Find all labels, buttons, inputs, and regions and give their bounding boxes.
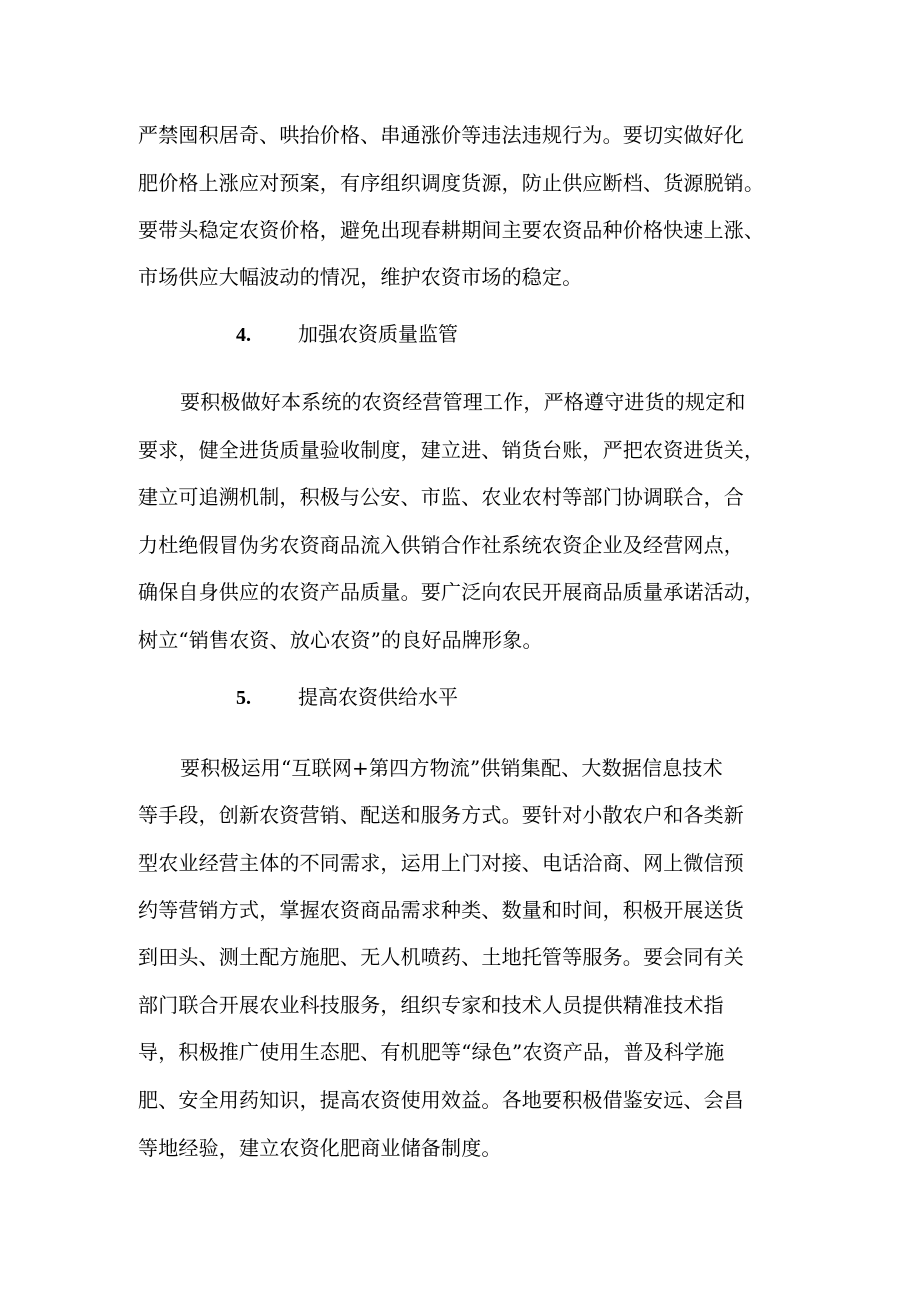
paragraph-line: 到田头、测土配方施肥、无人机喷药、土地托管等服务。要会同有关	[138, 945, 744, 969]
paragraph-line: 建立可追溯机制，积极与公安、市监、农业农村等部门协调联合，合	[138, 485, 744, 509]
paragraph-line: 树立“销售农资、放心农资”的良好品牌形象。	[138, 628, 543, 652]
paragraph-line: 肥价格上涨应对预案，有序组织调度货源，防止供应断档、货源脱销。	[138, 171, 765, 195]
paragraph-line: 导，积极推广使用生态肥、有机肥等“绿色”农资产品，普及科学施	[138, 1040, 725, 1064]
section-heading-4	[236, 321, 458, 348]
paragraph-line: 型农业经营主体的不同需求，运用上门对接、电话洽商、网上微信预	[138, 851, 744, 875]
paragraph-line: 要带头稳定农资价格，避免出现春耕期间主要农资品种价格快速上涨、	[138, 218, 765, 242]
paragraph-line: 要积极运用“互联网+第四方物流”供销集配、大数据信息技术	[180, 756, 723, 780]
paragraph-line: 要积极做好本系统的农资经营管理工作，严格遵守进货的规定和	[180, 390, 746, 414]
section-title: 提高农资供给水平	[298, 685, 458, 709]
paragraph-line: 等地经验，建立农资化肥商业储备制度。	[138, 1136, 502, 1160]
section-number: 4.	[236, 324, 251, 346]
paragraph-line: 力杜绝假冒伪劣农资商品流入供销合作社系统农资企业及经营网点，	[138, 533, 744, 557]
paragraph-line: 约等营销方式，掌握农资商品需求种类、数量和时间，积极开展送货	[138, 898, 744, 922]
section-heading-5	[236, 684, 458, 711]
paragraph-line: 确保自身供应的农资产品质量。要广泛向农民开展商品质量承诺活动，	[138, 580, 765, 604]
paragraph-line: 等手段，创新农资营销、配送和服务方式。要针对小散农户和各类新	[138, 803, 744, 827]
paragraph-line: 要求，健全进货质量验收制度，建立进、销货台账，严把农资进货关，	[138, 438, 765, 462]
paragraph-line: 严禁囤积居奇、哄抬价格、串通涨价等违法违规行为。要切实做好化	[138, 123, 744, 147]
section-title: 加强农资质量监管	[298, 322, 458, 346]
paragraph-line: 市场供应大幅波动的情况，维护农资市场的稳定。	[138, 265, 583, 289]
paragraph-line: 肥、安全用药知识，提高农资使用效益。各地要积极借鉴安远、会昌	[138, 1088, 744, 1112]
section-number: 5.	[236, 687, 251, 709]
paragraph-line: 部门联合开展农业科技服务，组织专家和技术人员提供精准技术指	[138, 993, 724, 1017]
